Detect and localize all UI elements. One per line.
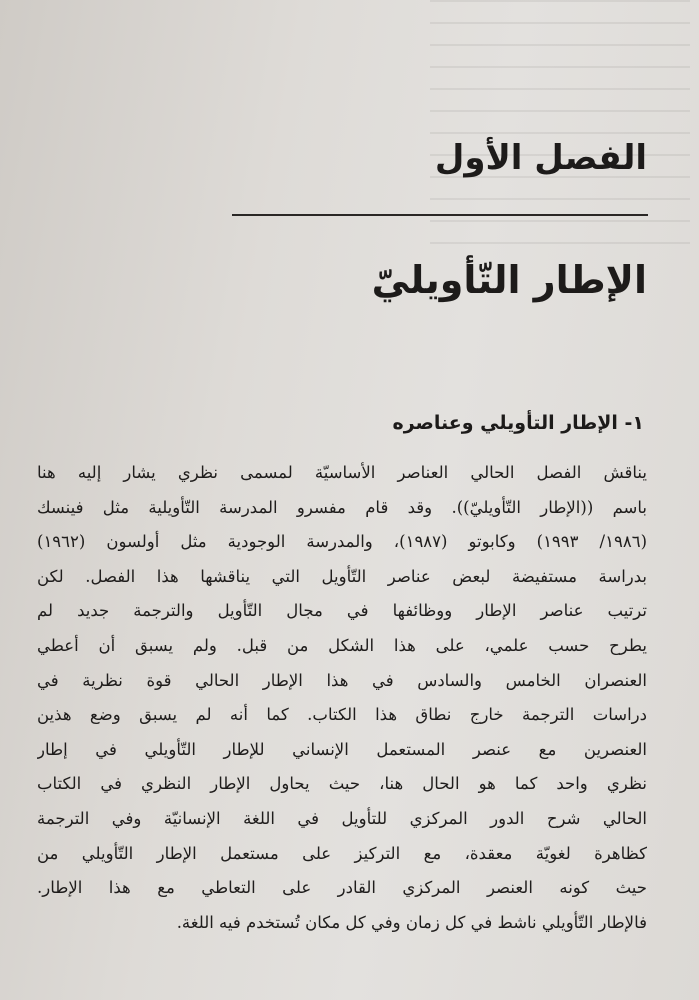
chapter-title: الإطار التّأويليّ (371, 258, 647, 302)
paragraph-line: حيث كونه العنصر المركزي القادر على التعاطي مع هذا الإطار. (37, 878, 647, 898)
chapter-label: الفصل الأول (434, 138, 647, 178)
paragraph-line: الحالي شرح الدور المركزي للتأويل في اللغة الإنسانيّة وفي الترجمة (37, 808, 647, 828)
paragraph-line: ترتيب عناصر الإطار ووظائفها في مجال التّأويل والترجمة جديد لم (37, 601, 647, 621)
chapter-divider (232, 214, 648, 216)
paragraph-line: كظاهرة لغويّة معقدة، مع التركيز على مستعمل الإطار التّأويلي من (37, 843, 647, 863)
paragraph-line: (١٩٨٦/ ١٩٩٣) وكابوتو (١٩٨٧)، والمدرسة الوجودية مثل أولسون (١٩٦٢) (37, 532, 647, 552)
show-through-text (430, 0, 690, 260)
body-paragraph (37, 456, 647, 940)
paragraph-line: العنصرين مع عنصر المستعمل الإنساني للإطار التّأويلي في إطار (37, 739, 647, 759)
paragraph-line: العنصران الخامس والسادس في هذا الإطار الحالي قوة نظرية في (37, 670, 647, 690)
paragraph-line: يناقش الفصل الحالي العناصر الأساسيّة لمسمى نظري يشار إليه هنا (37, 463, 647, 482)
paragraph-line: فالإطار التّأويلي ناشط في كل زمان وفي كل مكان تُستخدم فيه اللغة. (176, 912, 647, 932)
paragraph-line: نظري واحد كما هو الحال هنا، حيث يحاول الإطار النظري في الكتاب (37, 774, 647, 794)
paragraph-line: باسم ((الإطار التّأويليّ)). وقد قام مفسرو المدرسة التّأويلية مثل فينسك (37, 497, 647, 517)
paragraph-line: بدراسة مستفيضة لبعض عناصر التّأويل التي يناقشها هذا الفصل. لكن (37, 566, 647, 586)
section-heading: ١- الإطار التأويلي وعناصره (392, 412, 644, 434)
paragraph-line: دراسات الترجمة خارج نطاق هذا الكتاب. كما أنه لم يسبق وضع هذين (37, 705, 647, 725)
paragraph-line: يطرح حسب علمي، على هذا الشكل من قبل. ولم يسبق أن أعطي (37, 635, 647, 655)
